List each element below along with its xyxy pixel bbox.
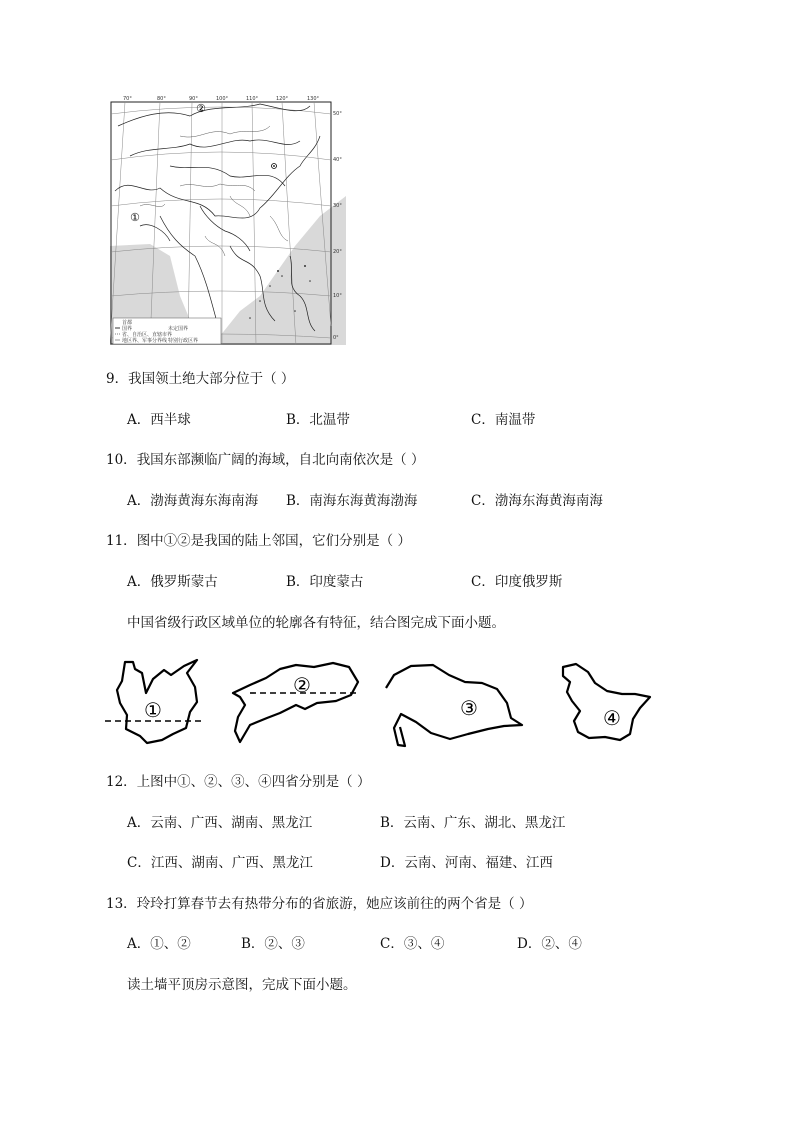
- option-12c: C．江西、湖南、广西、黑龙江: [127, 855, 313, 871]
- question-9-stem: [106, 370, 294, 388]
- province-label-1: ①: [144, 698, 162, 722]
- lon-label: 80°: [157, 96, 166, 102]
- question-text: 上图中①、②、③、④四省分别是（ ）: [136, 774, 371, 790]
- lat-label: 10°: [333, 293, 342, 299]
- legend-item: 未定国界: [168, 326, 189, 332]
- option-12b: B．云南、广东、湖北、黑龙江: [380, 815, 566, 831]
- option-10a: A．渤海黄海东海南海: [127, 493, 259, 509]
- option-12a: A．云南、广西、湖南、黑龙江: [127, 815, 313, 831]
- legend-item: 地区界、军事分界线: [122, 338, 168, 344]
- option-11b: B．印度蒙古: [286, 574, 364, 590]
- province-label-2: ②: [293, 673, 311, 697]
- province-outlines-figure: [100, 655, 660, 750]
- legend-item: 特别行政区界: [168, 338, 199, 344]
- option-9b: B．北温带: [286, 412, 350, 428]
- option-13a: A．①、②: [127, 936, 191, 952]
- marker-1: ①: [130, 211, 140, 224]
- lat-label: 50°: [333, 111, 342, 117]
- option-10b: B．南海东海黄海渤海: [286, 493, 418, 509]
- lat-label: 0°: [333, 335, 339, 341]
- lat-label: 40°: [333, 157, 342, 163]
- question-number: 11．: [106, 533, 137, 549]
- lon-label: 110°: [246, 96, 259, 102]
- option-13d: D．②、④: [517, 936, 582, 952]
- lon-label: 120°: [276, 96, 289, 102]
- lon-label: 70°: [123, 96, 132, 102]
- legend-item: 省、自治区、直辖市界: [122, 332, 173, 338]
- question-12-stem: [106, 773, 370, 791]
- province-label-3: ③: [460, 696, 478, 720]
- option-11c: C．印度俄罗斯: [471, 574, 563, 590]
- province-label-4: ④: [603, 706, 621, 730]
- map-legend: [113, 318, 221, 344]
- question-text: 玲玲打算春节去有热带分布的省旅游，她应该前往的两个省是（ ）: [136, 896, 533, 912]
- lat-label: 20°: [333, 249, 342, 255]
- question-number: 13．: [106, 896, 137, 912]
- lon-label: 130°: [307, 96, 320, 102]
- lon-label: 90°: [189, 96, 198, 102]
- option-10c: C．渤海东海黄海南海: [471, 493, 603, 509]
- option-9c: C．南温带: [471, 412, 536, 428]
- intro-provinces: 中国省级行政区域单位的轮廓各有特征，结合图完成下面小题。: [127, 615, 505, 631]
- question-number: 12．: [106, 774, 137, 790]
- question-text: 我国领土绝大部分位于（ ）: [128, 371, 295, 387]
- lon-label: 100°: [216, 96, 229, 102]
- marker-2: ②: [196, 102, 206, 115]
- question-10-stem: [106, 451, 424, 469]
- legend-item: 国界: [122, 326, 133, 332]
- intro-house: 读土墙平顶房示意图，完成下面小题。: [127, 977, 357, 993]
- option-13b: B．②、③: [241, 936, 305, 952]
- question-number: 10．: [106, 452, 137, 468]
- option-12d: D．云南、河南、福建、江西: [380, 855, 553, 871]
- lat-label: 30°: [333, 203, 342, 209]
- option-11a: A．俄罗斯蒙古: [127, 574, 218, 590]
- question-text: 我国东部濒临广阔的海域，自北向南依次是（ ）: [136, 452, 425, 468]
- question-number: 9．: [106, 371, 129, 387]
- question-11-stem: [106, 532, 411, 550]
- option-13c: C．③、④: [380, 936, 445, 952]
- legend-item: 首都: [122, 320, 133, 326]
- question-13-stem: [106, 895, 532, 913]
- china-map-figure: [110, 96, 346, 345]
- question-text: 图中①②是我国的陆上邻国，它们分别是（ ）: [136, 533, 411, 549]
- option-9a: A．西半球: [127, 412, 191, 428]
